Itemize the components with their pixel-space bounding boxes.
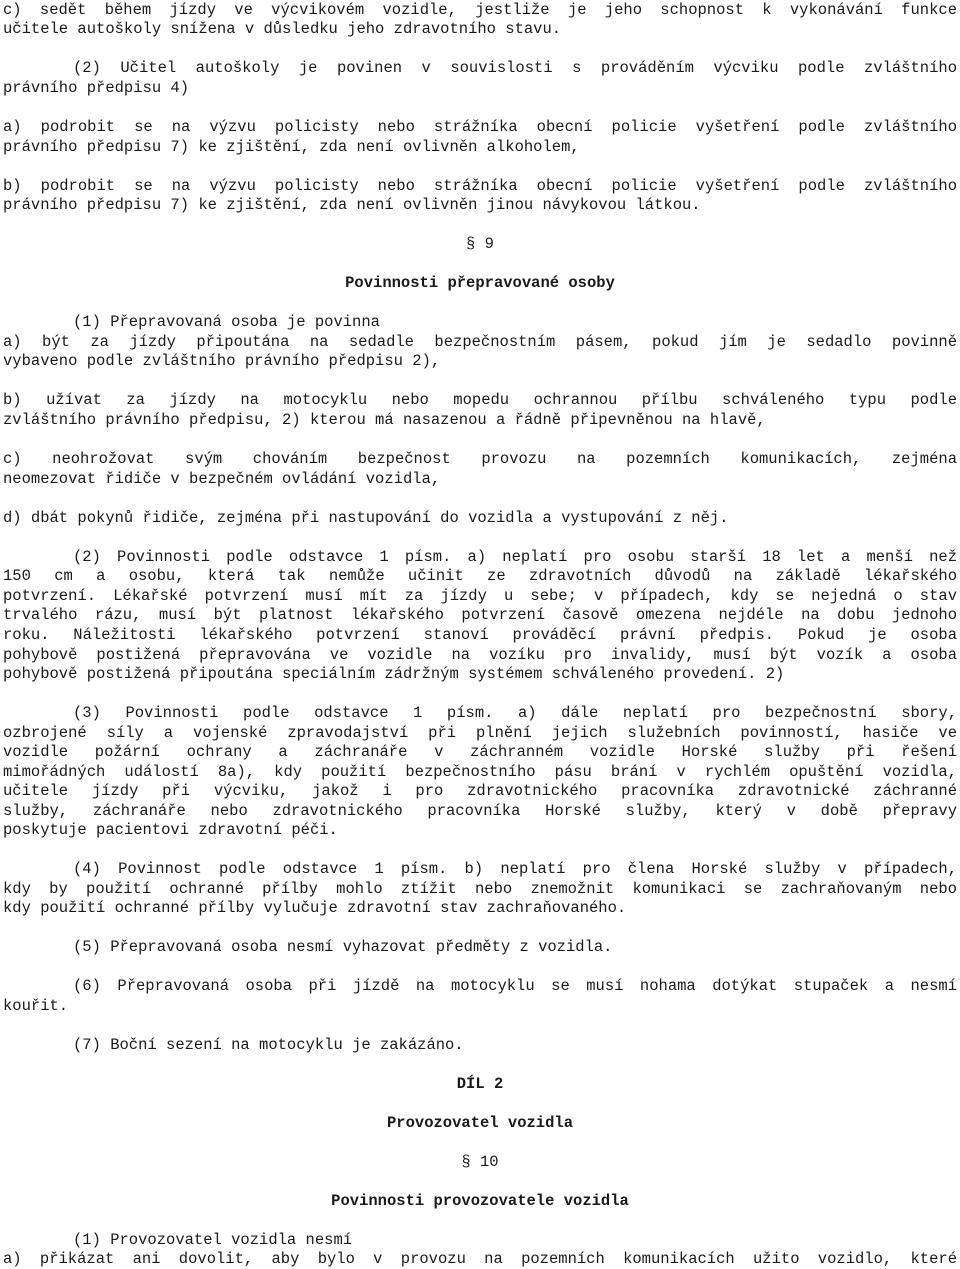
text-line: ozbrojené síly a vojenské zpravodajství při plnění jejich služebních povinností, hasiče ve — [3, 724, 957, 742]
list-item: a) podrobit se na výzvu policisty nebo strážníka obecní policie vyšetření podle zvláštního — [3, 118, 957, 136]
paragraph-start: (1) Provozovatel vozidla nesmí — [73, 1231, 353, 1249]
text-line: neomezovat řidiče v bezpečném ovládání vozidla, — [3, 470, 441, 488]
text-line: kdy použití ochranné přílby vylučuje zdravotní stav zachraňovaného. — [3, 899, 627, 917]
list-item: a) přikázat ani dovolit, aby bylo v provozu na pozemních komunikacích užito vozidlo, které — [3, 1250, 957, 1268]
text-line: potvrzení. Lékařské potvrzení musí mít za jízdy u sebe; v případech, kdy se nejedná o stav — [3, 587, 957, 605]
text-line: vozidle požární ochrany a záchranáře v záchranném vozidle Horské služby při řešení — [3, 743, 957, 761]
text-line: právního předpisu 4) — [3, 79, 190, 97]
text-line: c) sedět během jízdy ve výcvikovém vozidle, jestliže je jeho schopnost k vykonávání funkce — [3, 1, 957, 19]
text-line: pohybově postižená připoutána speciálním zádržným systémem schváleného provedení. 2) — [3, 665, 785, 683]
text-line: právního předpisu 7) ke zjištění, zda není ovlivněn jinou návykovou látkou. — [3, 196, 701, 214]
paragraph-start: (5) Přepravovaná osoba nesmí vyhazovat předměty z vozidla. — [73, 938, 613, 956]
paragraph-start: (6) Přepravovaná osoba při jízdě na motocyklu se musí nohama dotýkat stupaček a nesmí — [73, 977, 957, 995]
text-line: roku. Náležitosti lékařského potvrzení stanoví prováděcí právní předpis. Pokud je osoba — [3, 626, 957, 644]
list-item: a) být za jízdy připoutána na sedadle bezpečnostním pásem, pokud jím je sedadlo povinně — [3, 333, 957, 351]
text-line: kouřit. — [3, 997, 69, 1015]
part-title: Provozovatel vozidla — [386, 1114, 574, 1132]
list-item: b) podrobit se na výzvu policisty nebo strážníka obecní policie vyšetření podle zvláštního — [3, 177, 957, 195]
list-item: b) užívat za jízdy na motocyklu nebo mopedu ochrannou přílbu schváleného typu podle — [3, 391, 957, 409]
text-line: právního předpisu 7) ke zjištění, zda není ovlivněn alkoholem, — [3, 138, 580, 156]
section-number: § 10 — [461, 1153, 499, 1171]
paragraph-start: (2) Učitel autoškoly je povinen v souvislosti s prováděním výcviku podle zvláštního — [73, 59, 957, 77]
section-title: Povinnosti přepravované osoby — [345, 274, 615, 292]
paragraph-start: (3) Povinnosti podle odstavce 1 písm. a) dále neplatí pro bezpečnostní sbory, — [73, 704, 957, 722]
list-item: d) dbát pokynů řidiče, zejména při nastupování do vozidla a vystupování z něj. — [3, 509, 729, 527]
text-line: trvalého rázu, musí být platnost lékařského potvrzení časově omezena nejdéle na dobu jednoho — [3, 606, 957, 624]
text-line: vybaveno podle zvláštního právního předpisu 2), — [3, 352, 441, 370]
text-line: mimořádných událostí 8a), kdy použití bezpečnostního pásu brání v rychlém opuštění vozidla, — [3, 763, 957, 781]
text-line: pohybově postižená přepravována ve vozidle na vozíku pro invalidy, musí být vozík a osoba — [3, 646, 957, 664]
text-line: 150 cm a osobu, která tak nemůže učinit ze zdravotních důvodů na základě lékařského — [3, 567, 957, 585]
text-line: zvláštního právního předpisu, 2) kterou má nasazenou a řádně připevněnou na hlavě, — [3, 411, 766, 429]
section-number: § 9 — [466, 235, 494, 253]
text-line: služby, záchranáře nebo zdravotnického pracovníka Horské služby, který v době přepravy — [3, 802, 957, 820]
paragraph-start: (7) Boční sezení na motocyklu je zakázáno. — [73, 1036, 464, 1054]
paragraph-start: (4) Povinnost podle odstavce 1 písm. b) neplatí pro člena Horské služby v případech, — [73, 860, 957, 878]
text-line: učitele jízdy při výcviku, jakož i pro zdravotnického pracovníka zdravotnické záchranné — [3, 782, 957, 800]
text-line: poskytuje pacientovi zdravotní péči. — [3, 821, 338, 839]
text-line: učitele autoškoly snížena v důsledku jeho zdravotního stavu. — [3, 20, 562, 38]
paragraph-start: (2) Povinnosti podle odstavce 1 písm. a) neplatí pro osobu starší 18 let a menší než — [73, 548, 957, 566]
text-line: kdy by použití ochranné přílby mohlo ztížit nebo znemožnit komunikaci se zachraňovaným nebo — [3, 880, 957, 898]
section-title: Povinnosti provozovatele vozidla — [331, 1192, 629, 1210]
list-item: c) neohrožovat svým chováním bezpečnost provozu na pozemních komunikacích, zejména — [3, 450, 957, 468]
part-heading: DÍL 2 — [456, 1075, 504, 1093]
paragraph-start: (1) Přepravovaná osoba je povinna — [73, 313, 380, 331]
